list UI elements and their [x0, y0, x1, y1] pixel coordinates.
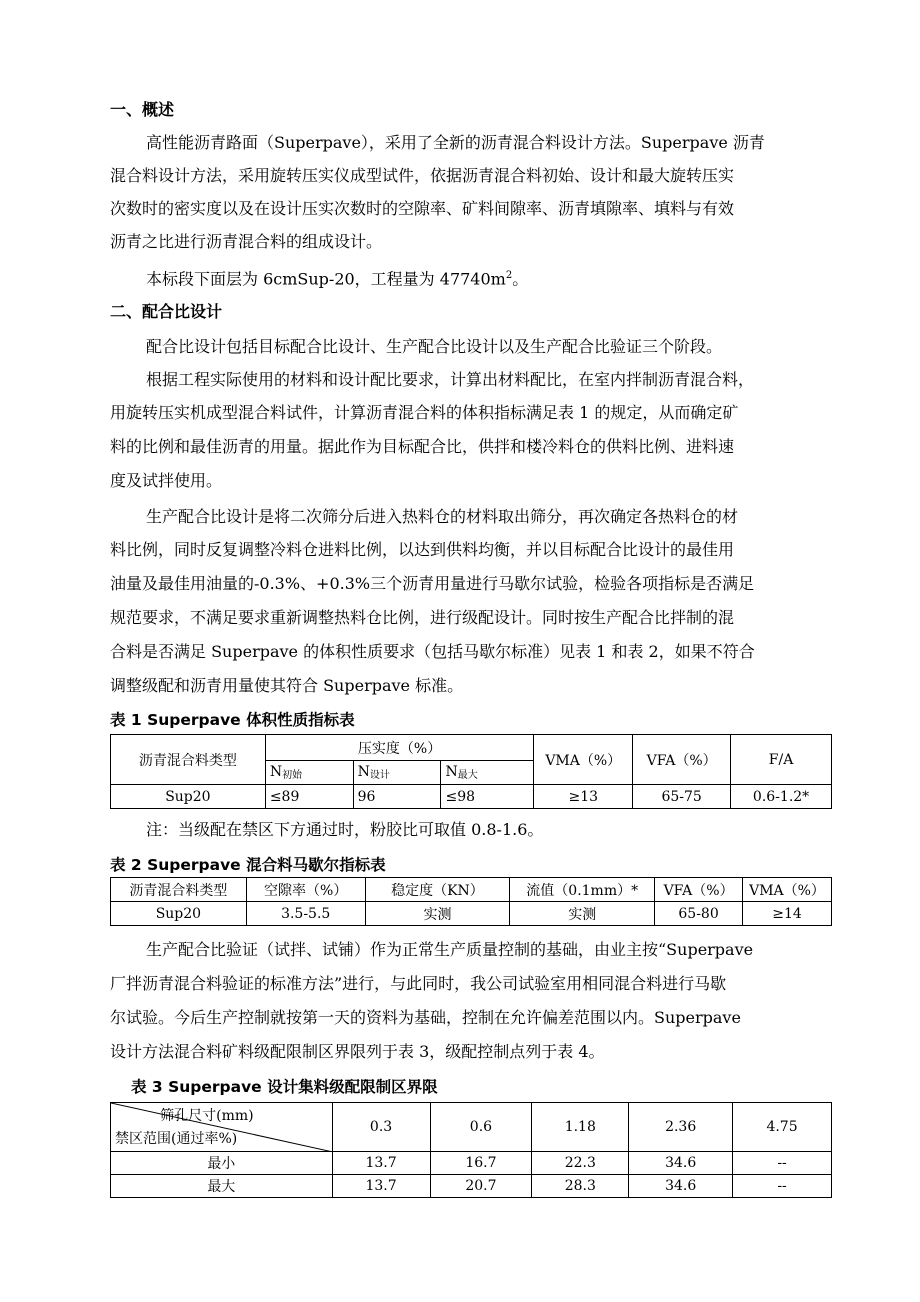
table1-caption: 表 1 Superpave 体积性质指标表	[110, 711, 355, 729]
t3-max-2-36: 34.6	[629, 1175, 733, 1198]
t1-cell-n-design: 96	[353, 785, 441, 809]
t3-header-sieve: 筛孔尺寸(mm)	[160, 1108, 254, 1124]
s1-p2-text: 本标段下面层为 6cmSup-20，工程量为 47740m	[146, 269, 506, 289]
t1-header-vma: VMA（%）	[534, 735, 633, 785]
t2-header-voids: 空隙率（%）	[246, 878, 365, 902]
t1-header-fa: F/A	[731, 735, 832, 785]
t1-cell-n-initial: ≤89	[265, 785, 353, 809]
s2-p3-line6: 调整级配和沥青用量使其符合 Superpave 标准。	[110, 676, 464, 695]
s1-p2-end: 。	[512, 269, 529, 289]
t3-size-1-18: 1.18	[532, 1103, 629, 1152]
s2-p2-line4: 度及试拌使用。	[110, 471, 223, 490]
t2-cell-type: Sup20	[111, 902, 247, 926]
n-max-letter: N	[445, 764, 458, 780]
table2-caption: 表 2 Superpave 混合料马歇尔指标表	[110, 856, 386, 874]
s2-p4-line4: 设计方法混合料矿料级配限制区界限列于表 3，级配控制点列于表 4。	[110, 1042, 605, 1061]
table1	[110, 734, 832, 809]
t3-row-max-label: 最大	[111, 1175, 333, 1198]
t2-cell-voids: 3.5-5.5	[246, 902, 365, 926]
t2-cell-stability: 实测	[365, 902, 510, 926]
s1-p1-line1: 高性能沥青路面（Superpave），采用了全新的沥青混合料设计方法。Superpave 沥青	[146, 133, 765, 152]
s2-p3-line1: 生产配合比设计是将二次筛分后进入热料仓的材料取出筛分，再次确定各热料仓的材	[146, 507, 739, 526]
section-2-heading: 二、配合比设计	[110, 302, 223, 321]
s1-p2-superscript: 2	[505, 270, 513, 281]
n-max-sub: 最大	[457, 770, 478, 781]
t3-max-0-6: 20.7	[430, 1175, 532, 1198]
s2-p3-line3: 油量及最佳用油量的-0.3%、+0.3%三个沥青用量进行马歇尔试验，检验各项指标是否满足	[110, 574, 755, 593]
s2-p4-line2: 厂拌沥青混合料验证的标准方法”进行，与此同时，我公司试验室用相同混合料进行马歇	[110, 974, 727, 993]
t1-cell-vma: ≥13	[534, 785, 633, 809]
s2-p3-line5: 合料是否满足 Superpave 的体积性质要求（包括马歇尔标准）见表 1 和表 2，如果不符合	[110, 642, 755, 661]
t1-header-vfa: VFA（%）	[633, 735, 731, 785]
s2-p1: 配合比设计包括目标配合比设计、生产配合比设计以及生产配合比验证三个阶段。	[146, 337, 723, 356]
s2-p4-line1: 生产配合比验证（试拌、试铺）作为正常生产质量控制的基础，由业主按“Superpave	[146, 940, 754, 959]
t3-size-0-3: 0.3	[332, 1103, 430, 1152]
s1-p1-line4: 沥青之比进行沥青混合料的组成设计。	[110, 232, 383, 251]
t3-diagonal-header	[111, 1103, 333, 1152]
s2-p3-line2: 料比例，同时反复调整冷料仓进料比例，以达到供料均衡，并以目标配合比设计的最佳用	[110, 540, 735, 559]
t2-header-flow: 流值（0.1mm）*	[510, 878, 655, 902]
t3-size-4-75: 4.75	[733, 1103, 832, 1152]
t2-cell-vfa: 65-80	[655, 902, 743, 926]
t1-header-n-max	[441, 761, 534, 785]
s2-p2-line2: 用旋转压实机成型混合料试件，计算沥青混合料的体积指标满足表 1 的规定，从而确定矿	[110, 403, 739, 422]
n-design-sub: 设计	[369, 770, 390, 781]
table3	[110, 1102, 832, 1198]
t3-min-4-75: --	[733, 1152, 832, 1175]
s1-p2	[146, 266, 528, 289]
table3-caption: 表 3 Superpave 设计集料级配限制区界限	[131, 1078, 438, 1096]
t3-row-min-label: 最小	[111, 1152, 333, 1175]
t1-cell-type: Sup20	[111, 785, 266, 809]
t3-max-1-18: 28.3	[532, 1175, 629, 1198]
t1-header-n-initial	[265, 761, 353, 785]
t3-max-0-3: 13.7	[332, 1175, 430, 1198]
t1-cell-fa: 0.6-1.2*	[731, 785, 832, 809]
t3-min-2-36: 34.6	[629, 1152, 733, 1175]
n-initial-letter: N	[269, 764, 283, 780]
s2-p4-line3: 尔试验。今后生产控制就按第一天的资料为基础，控制在允许偏差范围以内。Superpave	[110, 1008, 741, 1027]
t3-min-0-3: 13.7	[332, 1152, 430, 1175]
n-design-letter: N	[357, 764, 370, 780]
t2-cell-flow: 实测	[510, 902, 655, 926]
table2	[110, 877, 832, 926]
t2-header-vma: VMA（%）	[743, 878, 832, 902]
t3-header-range: 禁区范围(通过率%)	[115, 1131, 238, 1147]
t2-header-type: 沥青混合料类型	[111, 878, 247, 902]
t1-cell-vfa: 65-75	[633, 785, 731, 809]
table1-note: 注：当级配在禁区下方通过时，粉胶比可取值 0.8-1.6。	[146, 820, 544, 839]
t3-max-4-75: --	[733, 1175, 832, 1198]
t1-header-compaction: 压实度（%）	[265, 735, 533, 761]
t2-header-vfa: VFA（%）	[655, 878, 743, 902]
s2-p2-line3: 料的比例和最佳沥青的用量。据此作为目标配合比，供拌和楼冷料仓的供料比例、进料速	[110, 437, 735, 456]
t1-header-type: 沥青混合料类型	[111, 735, 266, 785]
n-initial-sub: 初始	[282, 770, 303, 781]
s2-p2-line1: 根据工程实际使用的材料和设计配比要求，计算出材料配比，在室内拌制沥青混合料，	[146, 370, 755, 389]
t3-min-1-18: 22.3	[532, 1152, 629, 1175]
section-1-heading: 一、概述	[110, 100, 175, 119]
t2-cell-vma: ≥14	[743, 902, 832, 926]
t3-size-2-36: 2.36	[629, 1103, 733, 1152]
s2-p3-line4: 规范要求，不满足要求重新调整热料仓比例，进行级配设计。同时按生产配合比拌制的混	[110, 608, 735, 627]
s1-p1-line2: 混合料设计方法，采用旋转压实仪成型试件，依据沥青混合料初始、设计和最大旋转压实	[110, 166, 735, 185]
t3-size-0-6: 0.6	[430, 1103, 532, 1152]
t3-min-0-6: 16.7	[430, 1152, 532, 1175]
t1-header-n-design	[353, 761, 441, 785]
s1-p1-line3: 次数时的密实度以及在设计压实次数时的空隙率、矿料间隙率、沥青填隙率、填料与有效	[110, 199, 735, 218]
t1-cell-n-max: ≤98	[441, 785, 534, 809]
t2-header-stability: 稳定度（KN）	[365, 878, 510, 902]
